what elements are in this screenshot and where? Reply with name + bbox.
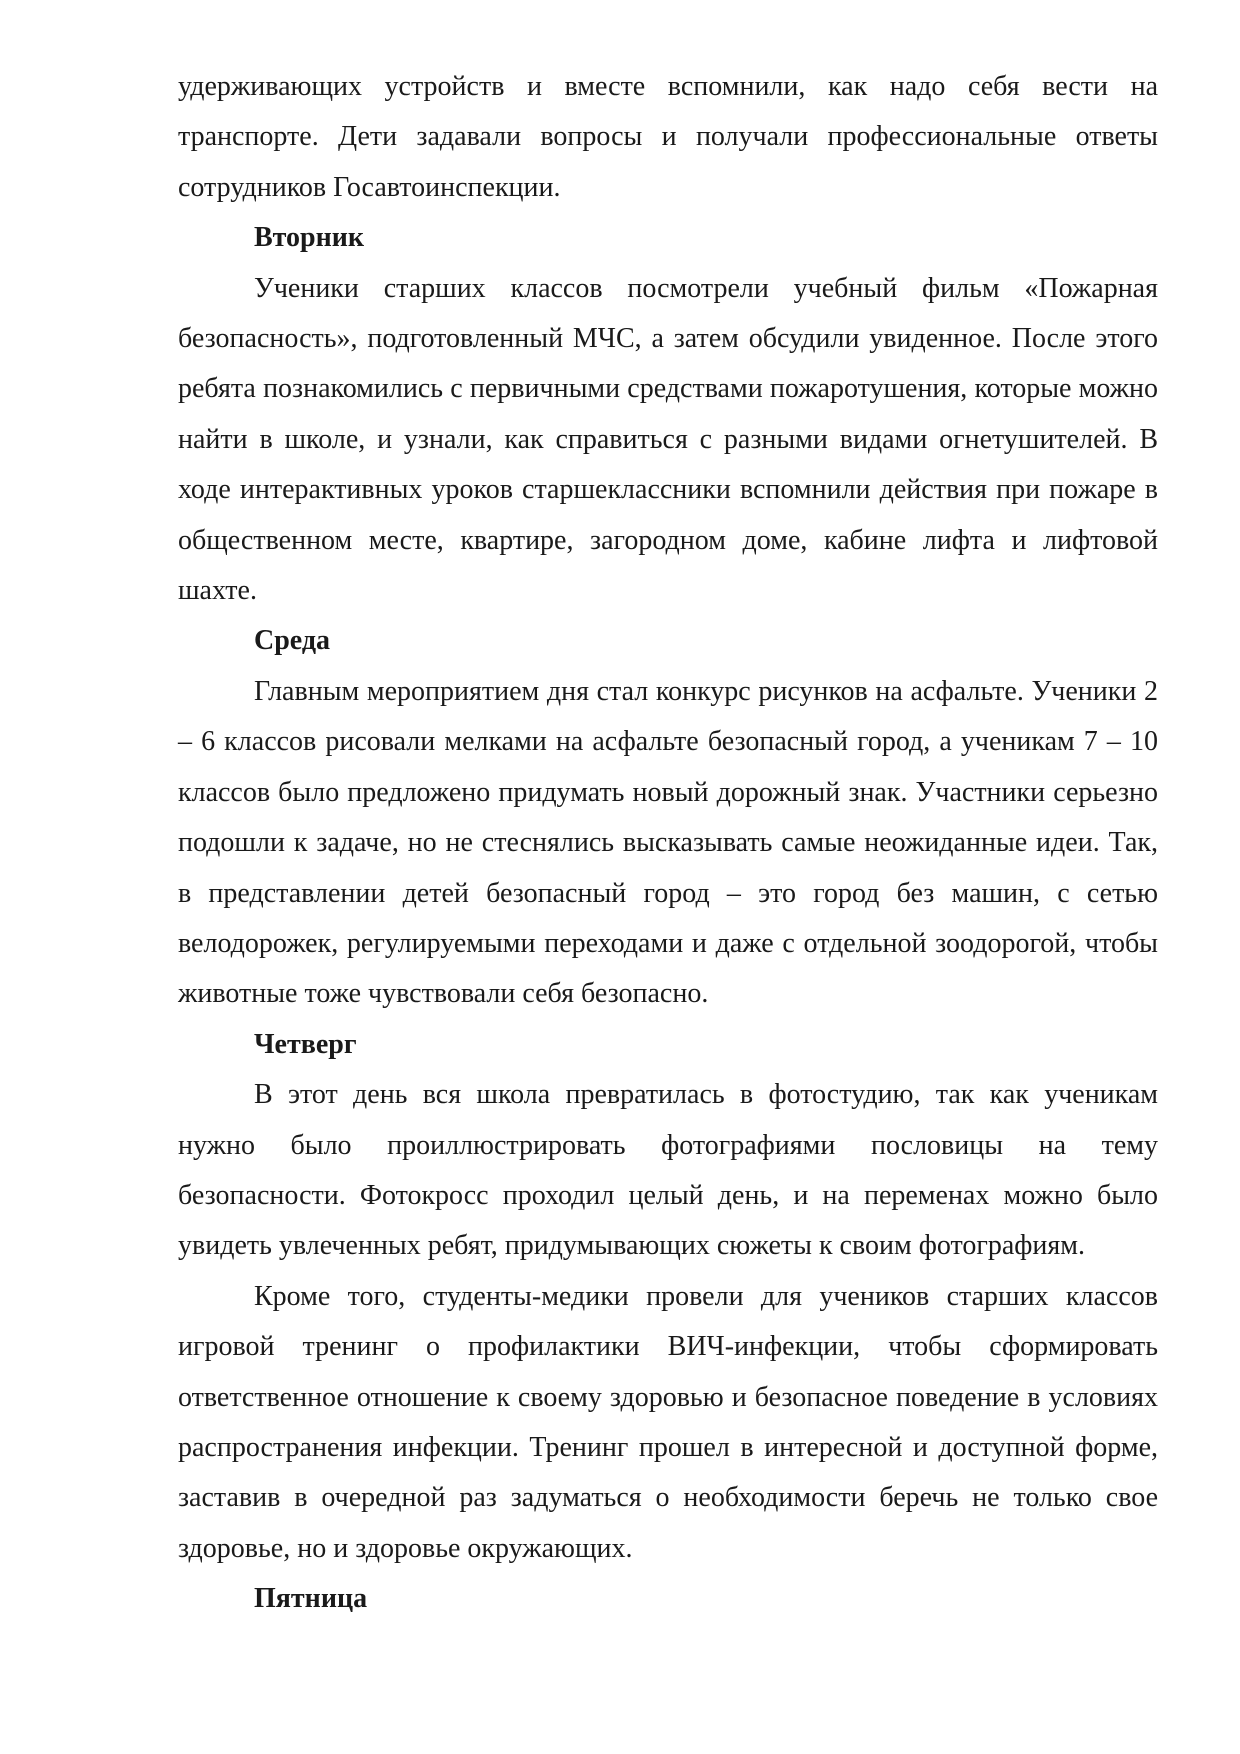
heading-wednesday: Среда — [254, 625, 331, 657]
paragraph-thursday-training: Кроме того, студенты-медики провели для учеников старших классов игровой тренинг о профилактики ВИЧ-инфекции, чтобы сформировать ответственное отношение к своему здоровью и безопасное поведение в условиях распространения инфекции. Тренинг прошел в интересной и доступной форме, заставив в очередной раз задуматься о необходимости беречь не только свое здоровье, но и здоровье окружающих. — [178, 1280, 1158, 1564]
heading-tuesday: Вторник — [254, 222, 365, 254]
heading-friday: Пятница — [254, 1583, 368, 1615]
document-page — [178, 62, 1158, 1625]
paragraph-tuesday: Ученики старших классов посмотрели учебный фильм «Пожарная безопасность», подготовленный МЧС, а затем обсудили увиденное. После этого ребята познакомились с первичными средствами пожаротушения, которые можно найти в школе, и узнали, как справиться с разными видами огнетушителей. В ходе интерактивных уроков старшеклассники вспомнили действия при пожаре в общественном месте, квартире, загородном доме, кабине лифта и лифтовой шахте. — [178, 272, 1158, 607]
paragraph-intro-continuation: удерживающих устройств и вместе вспомнили, как надо себя вести на транспорте. Дети задавали вопросы и получали профессиональные ответы сотрудников Госавтоинспекции. — [178, 71, 1158, 203]
paragraph-thursday-photocross: В этот день вся школа превратилась в фотостудию, так как ученикам нужно было проиллюстрировать фотографиями пословицы на тему безопасности. Фотокросс проходил целый день, и на переменах можно было увидеть увлеченных ребят, придумывающих сюжеты к своим фотографиям. — [178, 1079, 1158, 1262]
heading-thursday: Четверг — [254, 1028, 357, 1060]
paragraph-wednesday: Главным мероприятием дня стал конкурс рисунков на асфальте. Ученики 2 – 6 классов рисовали мелками на асфальте безопасный город, а ученикам 7 – 10 классов было предложено придумать новый дорожный знак. Участники серьезно подошли к задаче, но не стеснялись высказывать самые неожиданные идеи. Так, в представлении детей безопасный город – это город без машин, с сетью велодорожек, регулируемыми переходами и даже с отдельной зоодорогой, чтобы животные тоже чувствовали себя безопасно. — [178, 675, 1158, 1010]
